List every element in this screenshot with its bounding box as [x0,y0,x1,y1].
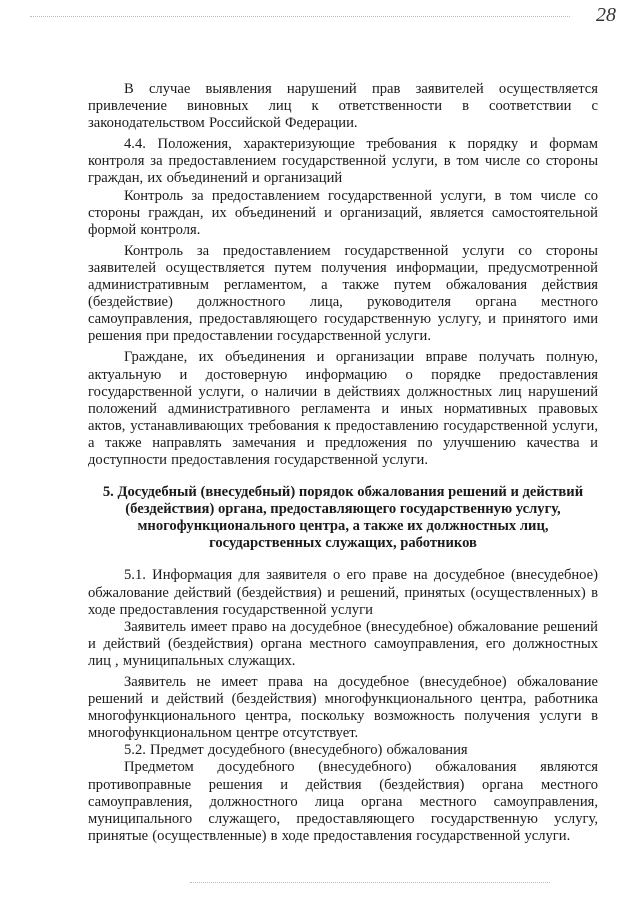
paragraph: 5.1. Информация для заявителя о его праве на досудебное (внесудебное) обжалование действий (бездействия) и решений, принятых (осуществленных) в ходе предоставления государственной услуги [88,567,598,618]
paragraph: Заявитель не имеет права на досудебное (внесудебное) обжалование решений и действий (бездействия) многофункционального центра, работника многофункционального центра, поскольку возможность получения услуги в многофункциональном центре отсутствует. [88,674,598,742]
paragraph: В случае выявления нарушений прав заявителей осуществляется привлечение виновных лиц к ответственности в соответствии с законодательством Российской Федерации. [88,81,598,132]
section-heading: 5. Досудебный (внесудебный) порядок обжалования решений и действий (бездействия) органа, предоставляющего государственную услугу, многофункционального центра, а также их должностных лиц, государственных служащих, работников [102,484,584,552]
page-number: 28 [596,4,616,26]
scan-artifact-bottom [190,882,550,883]
paragraph: Контроль за предоставлением государственной услуги со стороны заявителей осуществляется путем получения информации, предусмотренной административным регламентом, а также путем обжалования действия (бездействие) должностного лица, руководителя органа местного самоуправления, предоставляющего государственную услугу, и принятого ими решения при предоставлении государственной услуги. [88,242,598,345]
paragraph: Граждане, их объединения и организации вправе получать полную, актуальную и достоверную информацию о порядке предоставления государственной услуги, о наличии в действиях должностных лиц нарушений положений административного регламента и иных нормативных правовых актов, устанавливающих требования к предоставлению государственной услуги, а также направлять замечания и предложения по улучшению качества и доступности предоставления государственной услуги. [88,349,598,468]
scan-artifact-top [30,16,570,17]
document-body [88,81,598,845]
paragraph: Контроль за предоставлением государственной услуги, в том числе со стороны граждан, их объединений и организаций, является самостоятельной формой контроля. [88,187,598,238]
paragraph: Предметом досудебного (внесудебного) обжалования являются противоправные решения и действия (бездействия) органа местного самоуправления, должностного лица органа местного самоуправления, муниципального служащего, предоставляющего государственную услугу, принятые (осуществленные) в ходе предоставления государственной услуги. [88,759,598,844]
paragraph: 4.4. Положения, характеризующие требования к порядку и формам контроля за предоставлением государственной услуги, в том числе со стороны граждан, их объединений и организаций [88,136,598,187]
paragraph: 5.2. Предмет досудебного (внесудебного) обжалования [124,742,468,759]
paragraph: Заявитель имеет право на досудебное (внесудебное) обжалование решений и действий (бездействия) органа местного самоуправления, его должностных лиц , муниципальных служащих. [88,618,598,669]
